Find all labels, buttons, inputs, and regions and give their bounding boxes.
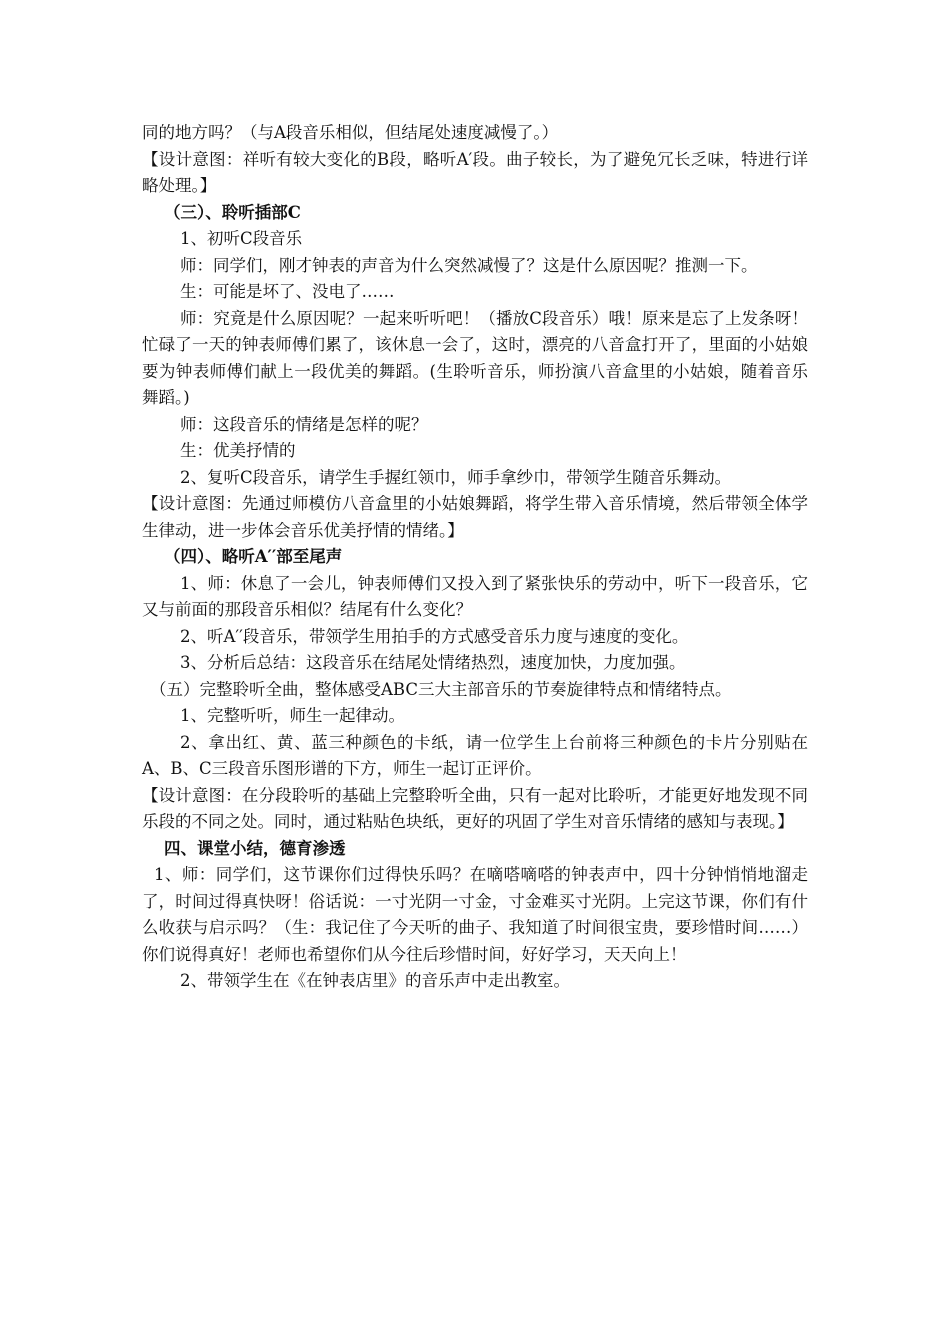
section-heading-c: （三）、聆听插部C xyxy=(164,202,301,222)
section-heading-full: （五）完整聆听全曲，整体感受ABC三大主部音乐的节奏旋律特点和情绪特点。 xyxy=(150,679,732,699)
design-intent-b: 【设计意图：祥听有较大变化的B段，略听A′段。曲子较长，为了避免冗长乏味，特进行详略处理。】 xyxy=(142,149,808,195)
section-heading-a2: （四）、略听A′′部至尾声 xyxy=(164,547,343,566)
summary-teacher: 1、师：同学们，这节课你们过得快乐吗？在嘀嗒嘀嗒的钟表声中，四十分钟悄悄地溜走了，时间过得真快呀！俗话说：一寸光阴一寸金，寸金难买寸光阴。上完这节课，你们有什么收获与启示吗？（生：我记住了今天听的曲子、我知道了时间很宝贵，要珍惜时间……）你们说得真好！老师也希望你们从今往后珍惜时间，好好学习，天天向上！ xyxy=(142,865,808,964)
step-listen-a2: 2、听A′′段音乐，带领学生用拍手的方式感受音乐力度与速度的变化。 xyxy=(180,626,689,646)
teacher-line: 师：这段音乐的情绪是怎样的呢？ xyxy=(180,414,428,434)
student-line: 生：可能是坏了、没电了…… xyxy=(180,282,395,301)
step-summary-a2: 3、分析后总结：这段音乐在结尾处情绪热烈，速度加快，力度加强。 xyxy=(180,653,686,672)
step-relisten-c: 2、复听C段音乐，请学生手握红领巾，师手拿纱巾，带领学生随音乐舞动。 xyxy=(180,467,732,487)
paragraph: 同的地方吗？（与A段音乐相似，但结尾处速度减慢了。） xyxy=(142,123,559,142)
summary-exit: 2、带领学生在《在钟表店里》的音乐声中走出教室。 xyxy=(180,971,570,990)
teacher-line: 师：同学们，刚才钟表的声音为什么突然减慢了？这是什么原因呢？推测一下。 xyxy=(180,255,758,275)
step-teacher-a2: 1、师：休息了一会儿，钟表师傅们又投入到了紧张快乐的劳动中，听下一段音乐，它又与前面的那段音乐相似？结尾有什么变化？ xyxy=(142,573,808,619)
design-intent-full: 【设计意图：在分段聆听的基础上完整聆听全曲，只有一起对比聆听，才能更好地发现不同乐段的不同之处。同时，通过粘贴色块纸，更好的巩固了学生对音乐情绪的感知与表现。】 xyxy=(142,785,808,831)
teacher-line: 师：究竟是什么原因呢？一起来听听吧！（播放C段音乐）哦！原来是忘了上发条呀！忙碌了一天的钟表师傅们累了，该休息一会了，这时，漂亮的八音盒打开了，里面的小姑娘要为钟表师傅们献上一段优美的舞蹈。(生聆听音乐，师扮演八音盒里的小姑娘，随着音乐舞蹈。) xyxy=(142,308,808,407)
step-full-listen: 1、完整听听，师生一起律动。 xyxy=(180,706,405,725)
section-heading-summary: 四、课堂小结，德育渗透 xyxy=(164,838,346,858)
step-listen-c: 1、初听C段音乐 xyxy=(180,229,303,248)
student-line: 生：优美抒情的 xyxy=(180,441,296,460)
step-color-cards: 2、拿出红、黄、蓝三种颜色的卡纸，请一位学生上台前将三种颜色的卡片分别贴在A、B、C三段音乐图形谱的下方，师生一起订正评价。 xyxy=(142,732,808,778)
design-intent-c: 【设计意图：先通过师模仿八音盒里的小姑娘舞蹈，将学生带入音乐情境，然后带领全体学生律动，进一步体会音乐优美抒情的情绪。】 xyxy=(142,494,808,540)
document-page xyxy=(142,120,808,995)
